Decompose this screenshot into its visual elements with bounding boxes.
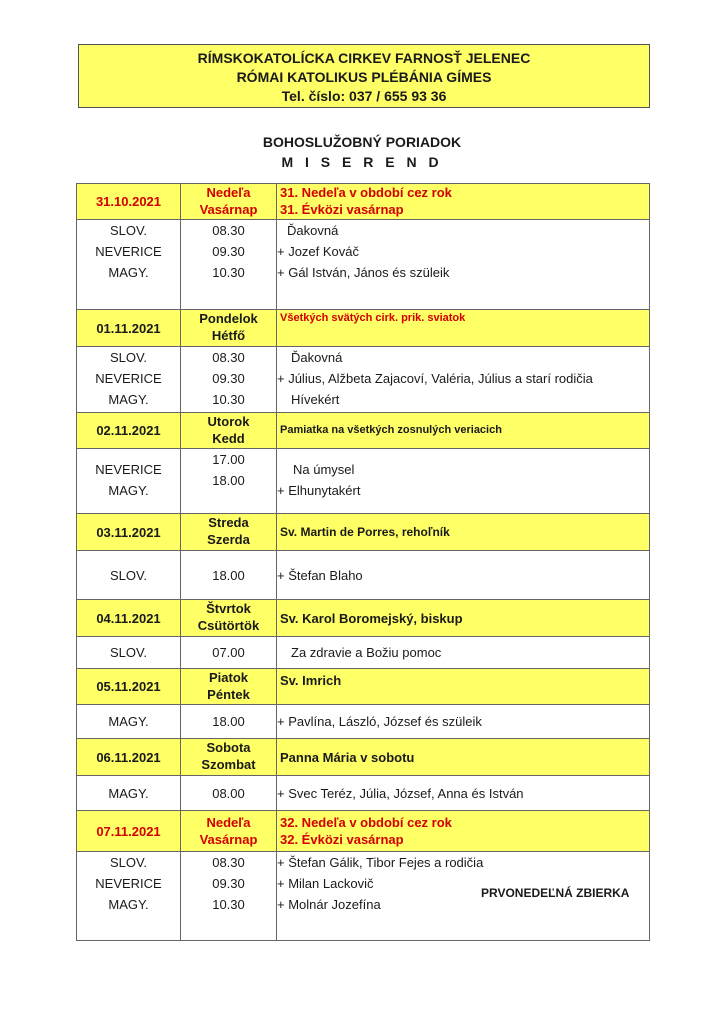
mass-time: 08.30 09.30 10.30 <box>181 852 277 941</box>
feast-name: Pamiatka na všetkých zosnulých veriacich <box>277 413 650 449</box>
day-name: Utorok Kedd <box>181 413 277 449</box>
feast-name: Sv. Imrich <box>277 669 650 705</box>
mass-intention: + Svec Teréz, Júlia, József, Anna és István <box>277 776 650 811</box>
feast-name: Sv. Martin de Porres, rehoľník <box>277 514 650 551</box>
mass-language: SLOV. NEVERICE MAGY. <box>77 852 181 941</box>
day-date: 06.11.2021 <box>77 739 181 776</box>
day-date: 03.11.2021 <box>77 514 181 551</box>
mass-language: SLOV. <box>77 551 181 600</box>
parish-name-sk: RÍMSKOKATOLÍCKA CIRKEV FARNOSŤ JELENEC <box>197 50 531 66</box>
feast-name: 32. Nedeľa v období cez rok 32. Évközi vasárnap <box>277 811 650 852</box>
day-header-row <box>77 310 650 347</box>
day-date: 31.10.2021 <box>77 184 181 220</box>
parish-name-hu: RÓMAI KATOLIKUS PLÉBÁNIA GÍMES <box>236 69 492 85</box>
day-name: Sobota Szombat <box>181 739 277 776</box>
mass-intention: Za zdravie a Božiu pomoc <box>277 637 650 669</box>
parish-header <box>78 44 650 108</box>
feast-name: 31. Nedeľa v období cez rok 31. Évközi vasárnap <box>277 184 650 220</box>
mass-time: 17.00 18.00 <box>181 449 277 514</box>
mass-language: NEVERICE MAGY. <box>77 449 181 514</box>
day-name: Nedeľa Vasárnap <box>181 811 277 852</box>
mass-time: 08.00 <box>181 776 277 811</box>
mass-intention: Ďakovná + Július, Alžbeta Zajacoví, Valéria, Július a starí rodičia Hívekért <box>277 347 650 413</box>
day-date: 04.11.2021 <box>77 600 181 637</box>
mass-schedule-table <box>76 183 650 941</box>
mass-intention: + Štefan Gálik, Tibor Fejes a rodičia + Milan Lackovič + Molnár Jozefína <box>277 852 650 941</box>
schedule-title-sk: BOHOSLUŽOBNÝ PORIADOK <box>262 134 462 150</box>
day-date: 05.11.2021 <box>77 669 181 705</box>
day-header-row <box>77 184 650 220</box>
mass-row <box>77 449 650 514</box>
mass-row <box>77 776 650 811</box>
day-date: 01.11.2021 <box>77 310 181 347</box>
day-date: 07.11.2021 <box>77 811 181 852</box>
schedule-title-hu: M I S E R E N D <box>281 154 443 170</box>
mass-language: SLOV. <box>77 637 181 669</box>
mass-row <box>77 347 650 413</box>
day-header-row <box>77 600 650 637</box>
mass-row <box>77 220 650 310</box>
mass-intention: + Štefan Blaho <box>277 551 650 600</box>
feast-name: Sv. Karol Boromejský, biskup <box>277 600 650 637</box>
mass-language: SLOV. NEVERICE MAGY. <box>77 347 181 413</box>
day-name: Štvrtok Csütörtök <box>181 600 277 637</box>
mass-row <box>77 705 650 739</box>
day-header-row <box>77 669 650 705</box>
collection-note: PRVONEDEĽNÁ ZBIERKA <box>481 886 630 900</box>
parish-phone: Tel. číslo: 037 / 655 93 36 <box>281 88 447 104</box>
day-header-row <box>77 811 650 852</box>
mass-language: SLOV. NEVERICE MAGY. <box>77 220 181 310</box>
mass-time: 18.00 <box>181 705 277 739</box>
mass-language: MAGY. <box>77 705 181 739</box>
day-name: Nedeľa Vasárnap <box>181 184 277 220</box>
day-name: Streda Szerda <box>181 514 277 551</box>
mass-time: 18.00 <box>181 551 277 600</box>
mass-intention: + Pavlína, László, József és szüleik <box>277 705 650 739</box>
day-name: Piatok Péntek <box>181 669 277 705</box>
mass-intention: Ďakovná + Jozef Kováč + Gál István, János és szüleik <box>277 220 650 310</box>
mass-time: 08.30 09.30 10.30 <box>181 347 277 413</box>
mass-row <box>77 551 650 600</box>
day-name: Pondelok Hétfő <box>181 310 277 347</box>
day-header-row <box>77 739 650 776</box>
feast-name: Všetkých svätých cirk. prik. sviatok <box>277 310 650 347</box>
day-header-row <box>77 514 650 551</box>
day-header-row <box>77 413 650 449</box>
mass-language: MAGY. <box>77 776 181 811</box>
mass-time: 08.30 09.30 10.30 <box>181 220 277 310</box>
mass-row <box>77 637 650 669</box>
day-date: 02.11.2021 <box>77 413 181 449</box>
feast-name: Panna Mária v sobotu <box>277 739 650 776</box>
mass-intention: Na úmysel + Elhunytakért <box>277 449 650 514</box>
mass-time: 07.00 <box>181 637 277 669</box>
